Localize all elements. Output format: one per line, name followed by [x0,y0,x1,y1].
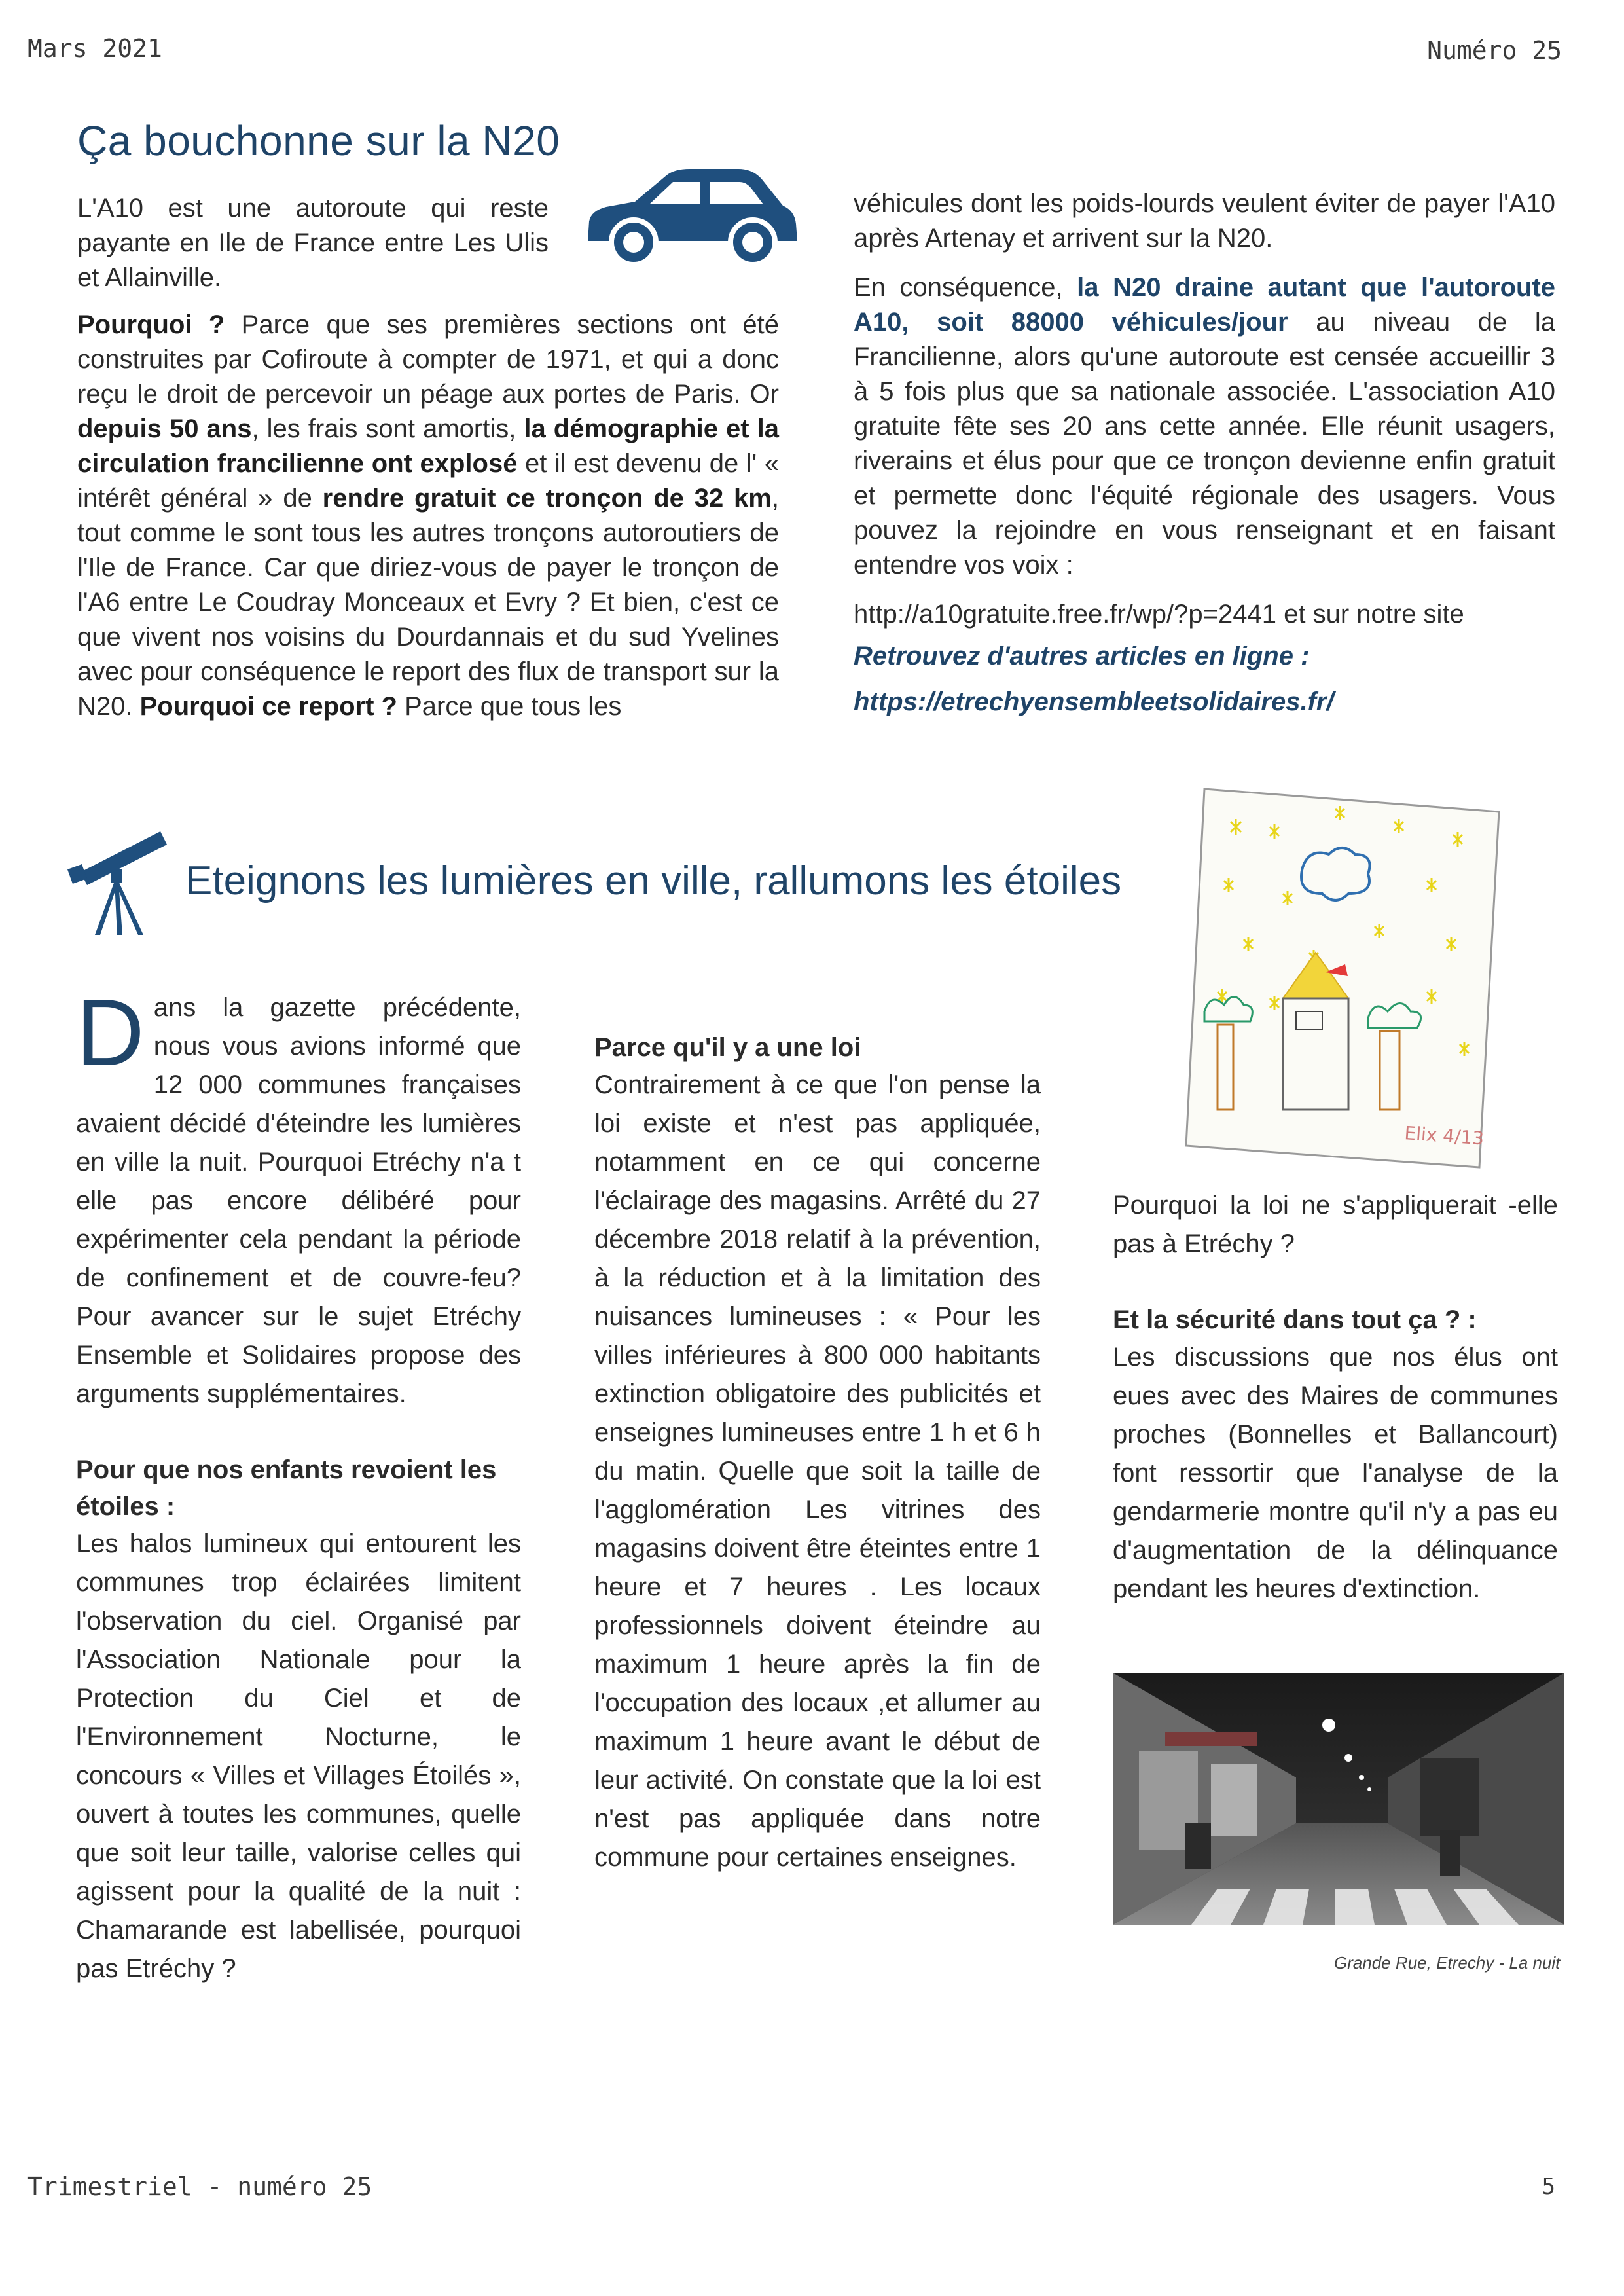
article1-link-line[interactable]: http://a10gratuite.free.fr/wp/?p=2441 et sur notre site [854,600,1464,629]
more-articles-url[interactable]: https://etrechyensembleetsolidaires.fr/ [854,687,1334,716]
article2-column2 [594,1029,1041,1877]
article1-column2 [854,187,1555,725]
car-icon [575,164,801,268]
footer-title: Trimestriel - numéro 25 [27,2172,372,2201]
article2-col3-p1: Pourquoi la loi ne s'appliquerait -elle pas à Etréchy ? [1113,1191,1558,1258]
page-number: 5 [1542,2174,1555,2200]
article2-column3 [1113,1186,1558,1609]
article2-col1-p1: Dans la gazette précédente, nous vous avions informé que 12 000 communes françaises avaient décidé d'éteindre les lumières en ville la nuit. Pourquoi Etréchy n'a t elle pas encore délibéré pour expérimenter cela pendant la période de confinement et de couvre-feu? Pour avancer sur le sujet Etréchy Ensemble et Solidaires propose des arguments supplémentaires. [76,979,521,1408]
article2-column1 [76,979,521,1988]
article1-title: Ça bouchonne sur la N20 [77,117,560,164]
child-drawing [1178,782,1506,1169]
article2-col2-p1: Contrairement à ce que l'on pense la loi existe et n'est pas appliquée, notamment en ce qui concerne l'éclairage des magasins. Arrêté du 27 décembre 2018 relatif à la prévention, à la réduction et à la limitation des nuisances lumineuses : « Pour les villes inférieures à 800 000 habitants extinction obligatoire des publicités et enseignes lumineuses entre 1 h et 6 h du matin. Quelle que soit la taille de l'agglomération Les vitrines des magasins doivent être éteintes entre 1 heure et 7 heures . Les locaux professionnels doivent éteindre au maximum 1 heure après la fin de l'occupation des locaux ,et allumer au maximum 1 heure avant le début de leur activité. On constate que la loi est n'est pas appliquée dans notre commune pour certaines enseignes. [594,1070,1041,1872]
article2-col2-heading: Parce qu'il y a une loi [594,1033,861,1062]
question-label: Pourquoi ? [77,310,225,339]
article1-body: Pourquoi ? Parce que ses premières sections ont été construites par Cofiroute à compter de 1971, et qui a donc reçu le droit de percevoir un péage aux portes de Paris. Or depuis 50 ans, les frais sont amortis, la démographie et la circulation francilienne ont explosé et il est devenu de l' « intérêt général » de rendre gratuit ce tronçon de 32 km, tout comme le sont tous les autres tronçons autoroutiers de l'Ile de France. Car que diriez-vous de payer le tronçon de l'A6 entre Le Coudray Monceaux et Evry ? Et bien, c'est ce que vivent nos voisins du Dourdannais et du sud Yvelines avec pour conséquence le report des flux de transport sur la N20. Pourquoi ce report ? Parce que tous les [77,310,779,721]
article2-col3-heading: Et la sécurité dans tout ça ? : [1113,1305,1477,1334]
street-photo [1113,1673,1564,1925]
more-articles-label: Retrouvez d'autres articles en ligne : [854,642,1310,670]
header-issue: Numéro 25 [1427,36,1562,65]
dropcap: D [76,979,145,1085]
article2-col3-p2: Les discussions que nos élus ont eues avec des Maires de communes proches (Bonnelles et Ballancourt) font ressortir que l'analyse de la gendarmerie montre qu'il n'y a pas eu d'augmentation de la délinquance pendant les heures d'extinction. [1113,1343,1558,1603]
photo-caption: Grande Rue, Etrechy - La nuit [1334,1953,1561,1973]
telescope-icon [62,826,173,938]
header-date: Mars 2021 [27,34,162,63]
article1-col2-p2: En conséquence, la N20 draine autant que l'autoroute A10, soit 88000 véhicules/jour au niveau de la Francilienne, alors qu'une autoroute est censée accueillir 3 à 5 fois plus que sa nationale associée. L'association A10 gratuite fête ses 20 ans cette année. Elle réunit usagers, riverains et élus pour que ce tronçon devienne enfin gratuit et permette donc l'équité régionale des usagers. Vous pouvez la rejoindre en vous renseignant et en faisant entendre vos voix : [854,273,1556,579]
article2-col1-p2: Les halos lumineux qui entourent les communes trop éclairées limitent l'observation du ciel. Organisé par l'Association Nationale pour la Protection du Ciel et de l'Environnement Nocturne, le concours « Villes et Villages Étoilés », ouvert à toutes les communes, quelle que soit leur taille, valorise celles qui agissent pour la qualité de la nuit : Chamarande est labellisée, pourquoi pas Etréchy ? [76,1529,521,1983]
drawing-signature: Elix 4/13 [1403,1122,1485,1150]
article2-title: Eteignons les lumières en ville, rallumons les étoiles [185,858,1122,903]
article2-col1-heading: Pour que nos enfants revoient les étoiles : [76,1455,497,1521]
article1-intro: L'A10 est une autoroute qui reste payante en Ile de France entre Les Ulis et Allainville. [77,194,549,292]
article1-col2-p1: véhicules dont les poids-lourds veulent éviter de payer l'A10 après Artenay et arrivent sur la N20. [854,189,1555,253]
